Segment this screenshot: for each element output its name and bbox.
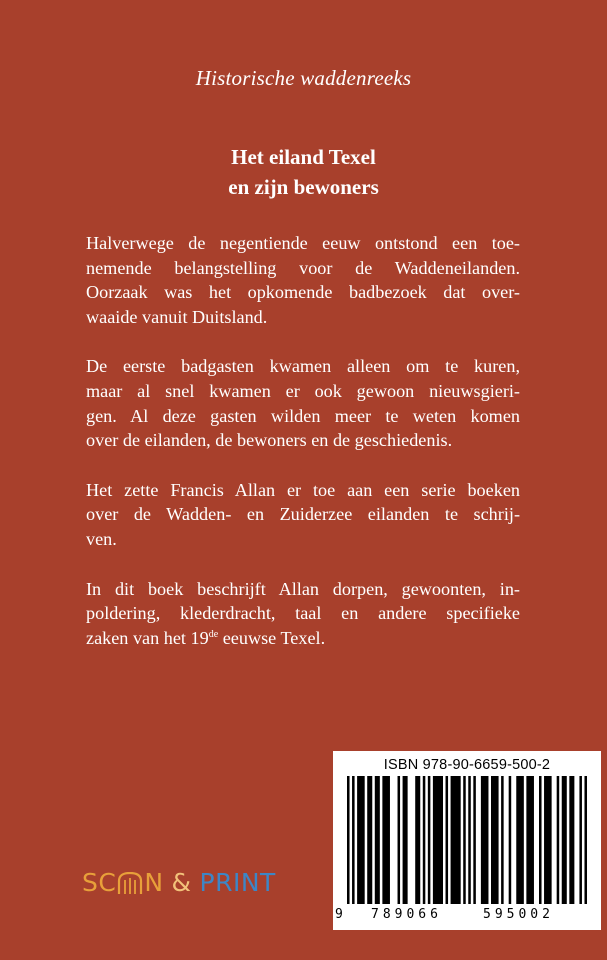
blurb-line: Oorzaak was het opkomende badbezoek dat over- bbox=[86, 282, 520, 303]
barcode-bar bbox=[347, 776, 350, 904]
series-title: Historische waddenreeks bbox=[195, 66, 412, 90]
blurb-line: De eerste badgasten kwamen alleen om te kuren, bbox=[86, 356, 520, 377]
book-title bbox=[0, 142, 607, 202]
blurb-text: zaken van het 19 bbox=[86, 627, 209, 648]
barcode-bar bbox=[481, 776, 489, 904]
isbn-barcode bbox=[333, 751, 601, 930]
blurb bbox=[86, 231, 520, 675]
isbn-label: ISBN 978-90-6659-500-2 bbox=[383, 757, 551, 773]
barcode-bar bbox=[352, 776, 355, 904]
logo-ampersand: & bbox=[171, 868, 192, 897]
publisher-logo bbox=[82, 868, 276, 897]
logo-text-n: N bbox=[144, 868, 164, 897]
barcode-digit-group-1: 789066 bbox=[371, 907, 442, 922]
barcode-bar bbox=[562, 776, 567, 904]
barcode-bar bbox=[375, 776, 380, 904]
blurb-line: over de Wadden- en Zuiderzee eilanden te schrij- bbox=[86, 504, 520, 525]
blurb-line-with-superscript bbox=[86, 626, 520, 651]
barcode-digit-first: 9 bbox=[335, 907, 343, 922]
blurb-line: Halverwege de negentiende eeuw ontstond een toe- bbox=[86, 233, 520, 253]
barcode-bar bbox=[433, 776, 443, 904]
blurb-text: eeuwse Texel. bbox=[218, 627, 326, 648]
barcode-bar bbox=[557, 776, 560, 904]
barcode-bar bbox=[382, 776, 390, 904]
blurb-line: maar al snel kwamen er ook gewoon nieuwsgieri- bbox=[86, 380, 520, 401]
barcode-bar bbox=[473, 776, 476, 904]
blurb-paragraph-3 bbox=[86, 478, 520, 552]
barcode-bar bbox=[491, 776, 499, 904]
barcode-bar bbox=[544, 776, 552, 904]
barcode-bar bbox=[415, 776, 420, 904]
barcode-bar bbox=[423, 776, 426, 904]
barcode-bar bbox=[451, 776, 461, 904]
barcode-bar bbox=[516, 776, 524, 904]
barcode-bar bbox=[446, 776, 449, 904]
book-title-line-1: Het eiland Texel bbox=[231, 145, 376, 169]
barcode-bar bbox=[501, 776, 504, 904]
blurb-line: Het zette Francis Allan er toe aan een serie boeken bbox=[86, 479, 520, 500]
ordinal-superscript: de bbox=[208, 628, 219, 640]
blurb-line: In dit boek beschrijft Allan dorpen, gewoonten, in- bbox=[86, 578, 520, 599]
logo-text-sc: SC bbox=[82, 868, 117, 897]
barcode-bar bbox=[539, 776, 542, 904]
barcode-bar bbox=[398, 776, 401, 904]
barcode-bar bbox=[526, 776, 534, 904]
barcode-bar bbox=[579, 776, 582, 904]
blurb-paragraph-1 bbox=[86, 231, 520, 329]
barcode-bar bbox=[403, 776, 408, 904]
blurb-line: nemende belangstelling voor de Waddeneilanden. bbox=[86, 257, 520, 278]
barcode-digit-group-2: 595002 bbox=[483, 907, 554, 922]
barcode-bar bbox=[367, 776, 372, 904]
barcode-bar bbox=[509, 776, 512, 904]
blurb-paragraph-2 bbox=[86, 354, 520, 452]
logo-text-print: PRINT bbox=[199, 868, 276, 897]
blurb-line: ven. bbox=[86, 528, 117, 549]
blurb-line: poldering, klederdracht, taal en andere specifieke bbox=[86, 603, 520, 624]
barcode-bar bbox=[463, 776, 466, 904]
blurb-paragraph-4 bbox=[86, 577, 520, 651]
scanner-glyph-icon bbox=[117, 872, 143, 894]
barcode-bar bbox=[569, 776, 574, 904]
book-title-line-2: en zijn bewoners bbox=[228, 175, 379, 199]
blurb-line: waaide vanuit Duitsland. bbox=[86, 306, 268, 327]
blurb-line: over de eilanden, de bewoners en de geschiedenis. bbox=[86, 430, 453, 451]
barcode-bar bbox=[428, 776, 431, 904]
barcode-bar bbox=[357, 776, 365, 904]
barcode-bars-icon bbox=[347, 776, 587, 916]
barcode-bar bbox=[584, 776, 587, 904]
blurb-line: gen. Al deze gasten wilden meer te weten komen bbox=[86, 405, 520, 426]
barcode-bar bbox=[468, 776, 471, 904]
